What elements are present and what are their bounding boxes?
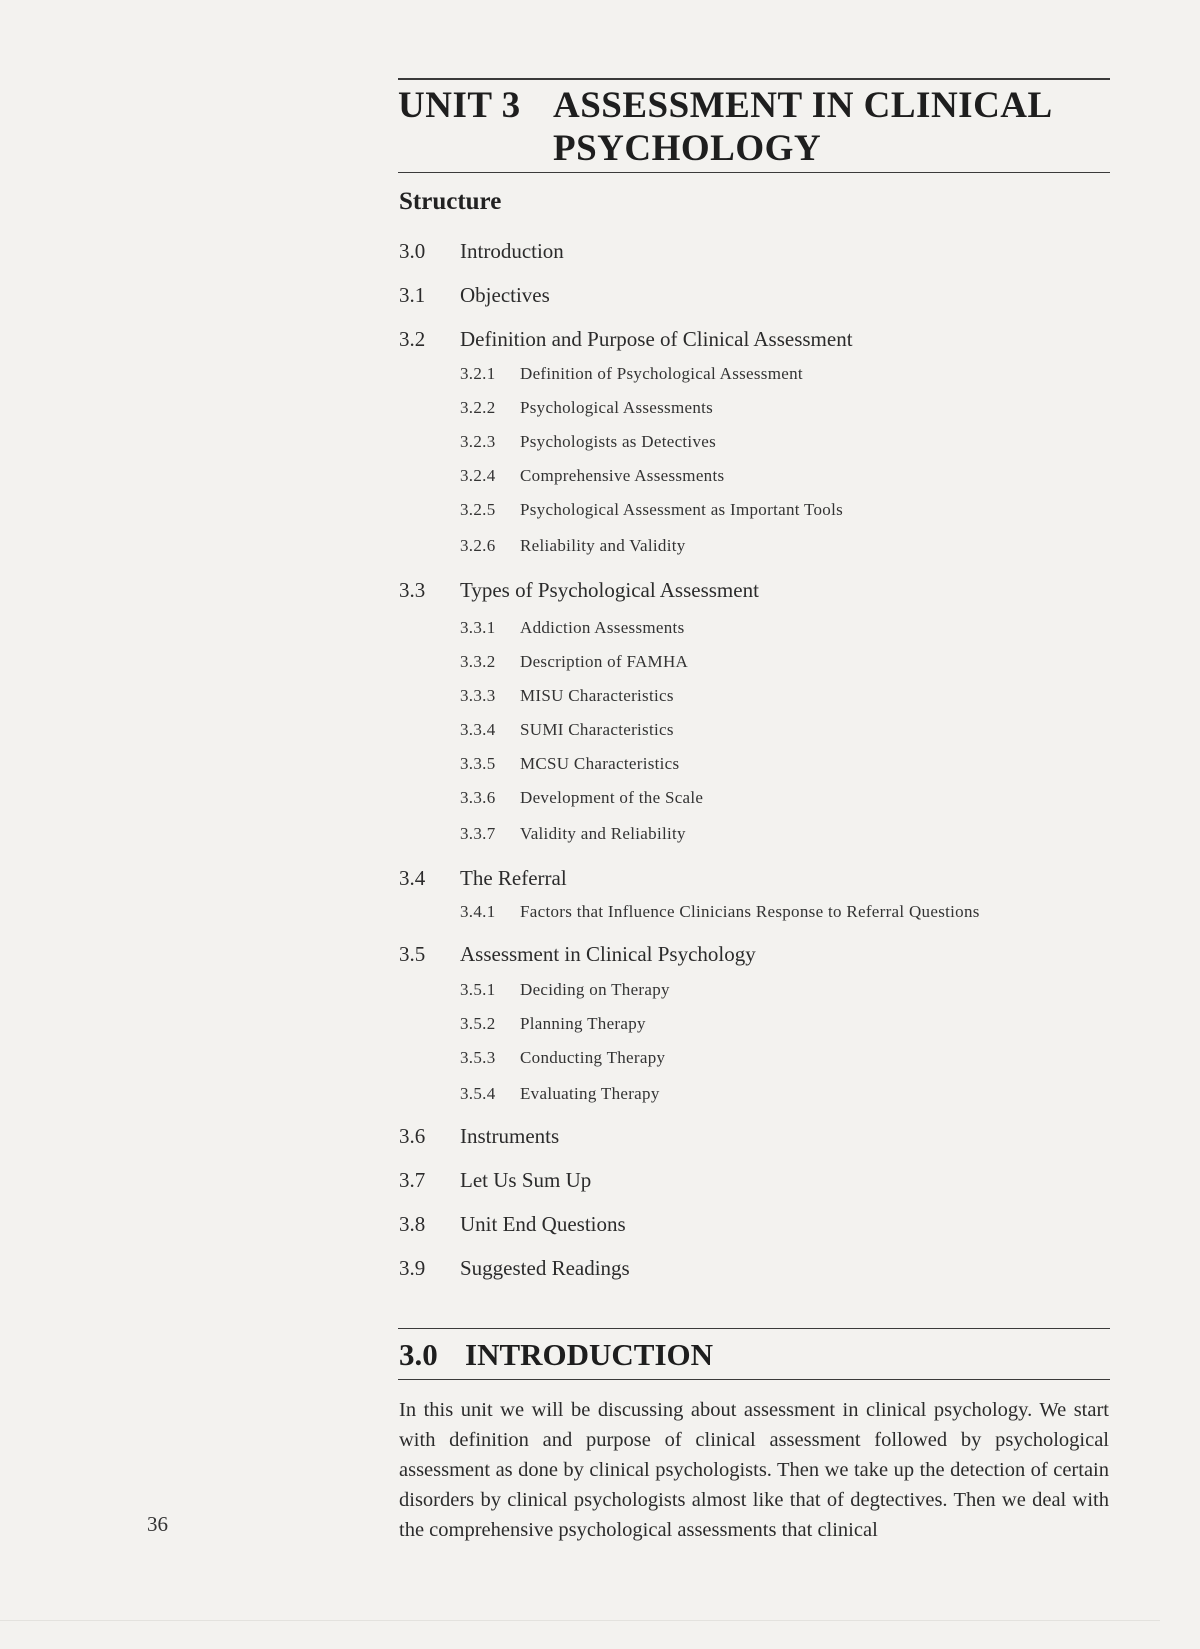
toc-item-number: 3.8 xyxy=(399,1212,426,1236)
toc-item-label: Validity and Reliability xyxy=(520,824,686,843)
toc-item-label: The Referral xyxy=(460,866,567,890)
toc-item-number: 3.2 xyxy=(399,327,426,351)
section-top-rule xyxy=(398,1328,1110,1329)
toc-item-label: Assessment in Clinical Psychology xyxy=(460,942,756,966)
toc-item-number: 3.2.6 xyxy=(460,536,496,555)
toc-item-label: Definition and Purpose of Clinical Assessment xyxy=(460,327,853,351)
section-number: 3.0 xyxy=(399,1337,438,1372)
toc-item-number: 3.3.5 xyxy=(460,754,496,773)
section-title: INTRODUCTION xyxy=(465,1337,714,1372)
unit-label: UNIT 3 xyxy=(398,85,521,126)
toc-item-label: Psychologists as Detectives xyxy=(520,432,717,451)
toc-item-label: Definition of Psychological Assessment xyxy=(520,364,803,383)
toc-item-label: Let Us Sum Up xyxy=(460,1168,592,1192)
toc-item-label: Suggested Readings xyxy=(460,1256,630,1280)
toc-item-number: 3.2.5 xyxy=(460,500,496,519)
top-rule xyxy=(398,78,1110,80)
toc-item-number: 3.3.7 xyxy=(460,824,496,843)
toc-item-number: 3.7 xyxy=(399,1168,426,1192)
toc-item-label: MISU Characteristics xyxy=(520,686,674,705)
toc-item-label: Evaluating Therapy xyxy=(520,1084,660,1103)
toc-item-label: Development of the Scale xyxy=(520,788,704,807)
toc-item-label: Introduction xyxy=(460,239,564,263)
page-number: 36 xyxy=(147,1512,168,1536)
toc-item-number: 3.0 xyxy=(399,239,426,263)
toc-item-label: Addiction Assessments xyxy=(520,618,685,637)
toc-item-label: Reliability and Validity xyxy=(520,536,686,555)
toc-item-number: 3.3.2 xyxy=(460,652,496,671)
toc-item-label: Deciding on Therapy xyxy=(520,980,670,999)
toc-item-label: Psychological Assessments xyxy=(520,398,714,417)
toc-item-label: Types of Psychological Assessment xyxy=(460,578,759,602)
section-bottom-rule xyxy=(398,1379,1110,1380)
structure-heading: Structure xyxy=(399,188,502,215)
toc-item-number: 3.2.2 xyxy=(460,398,496,417)
toc-item-label: Planning Therapy xyxy=(520,1014,646,1033)
toc-item-label: Unit End Questions xyxy=(460,1212,626,1236)
toc-item-number: 3.9 xyxy=(399,1256,426,1280)
toc-item-number: 3.4 xyxy=(399,866,426,890)
title-underline-rule xyxy=(398,172,1110,173)
toc-item-label: Description of FAMHA xyxy=(520,652,689,671)
scan-edge-line xyxy=(0,1620,1160,1621)
toc-item-label: Conducting Therapy xyxy=(520,1048,666,1067)
toc-item-number: 3.1 xyxy=(399,283,426,307)
toc-item-label: Factors that Influence Clinicians Response to Referral Questions xyxy=(520,902,980,921)
toc-item-number: 3.5 xyxy=(399,942,426,966)
toc-item-label: Comprehensive Assessments xyxy=(520,466,725,485)
toc-item-number: 3.3.3 xyxy=(460,686,496,705)
introduction-paragraph: In this unit we will be discussing about assessment in clinical psychology. We start with definition and purpose of clinical assessment followed by psychological assessment as done by clinical psychologists. Then we take up the detection of certain disorders by clinical psychologists almost like that of degtectives. Then we deal with the comprehensive psychological assessments that clinical xyxy=(399,1399,1109,1541)
toc-item-number: 3.2.1 xyxy=(460,364,496,383)
toc-item-number: 3.2.4 xyxy=(460,466,496,485)
toc-item-number: 3.3.1 xyxy=(460,618,496,637)
toc-item-number: 3.4.1 xyxy=(460,902,496,921)
toc-item-number: 3.3.4 xyxy=(460,720,496,739)
unit-title: ASSESSMENT IN CLINICAL PSYCHOLOGY xyxy=(553,85,1051,169)
toc-item-number: 3.5.3 xyxy=(460,1048,496,1067)
toc-item-number: 3.5.2 xyxy=(460,1014,496,1033)
toc-item-number: 3.2.3 xyxy=(460,432,496,451)
toc-item-number: 3.3 xyxy=(399,578,426,602)
toc-item-label: SUMI Characteristics xyxy=(520,720,674,739)
toc-item-number: 3.5.1 xyxy=(460,980,496,999)
toc-item-number: 3.3.6 xyxy=(460,788,496,807)
toc-item-label: Objectives xyxy=(460,283,550,307)
toc-item-number: 3.5.4 xyxy=(460,1084,496,1103)
toc-item-label: MCSU Characteristics xyxy=(520,754,680,773)
toc-item-label: Instruments xyxy=(460,1124,560,1148)
toc-item-label: Psychological Assessment as Important Tools xyxy=(520,500,844,519)
toc-item-number: 3.6 xyxy=(399,1124,426,1148)
